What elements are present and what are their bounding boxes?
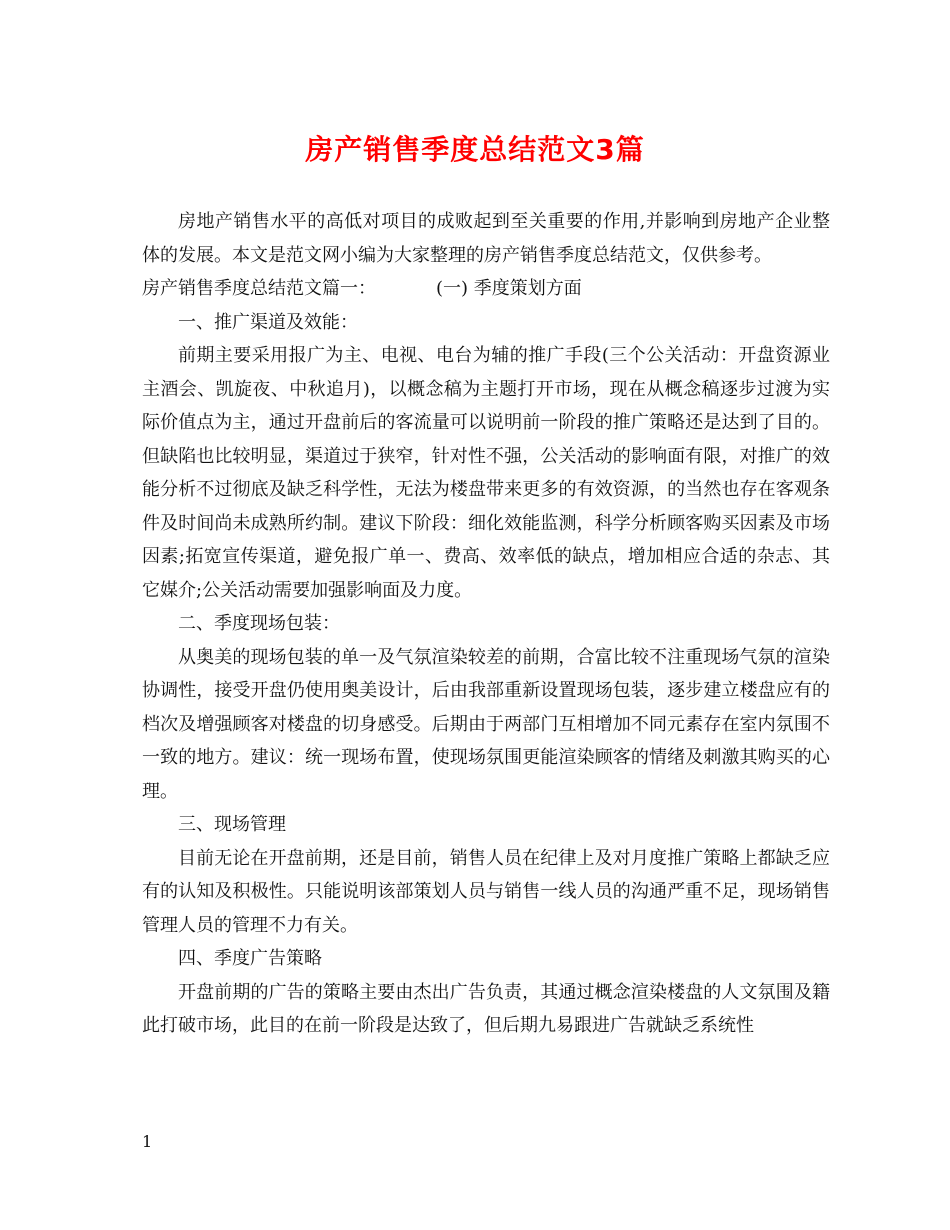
document-body: [142, 205, 830, 1043]
intro-paragraph: 房地产销售水平的高低对项目的成败起到至关重要的作用,并影响到房地产企业整体的发展。本文是范文网小编为大家整理的房产销售季度总结范文，仅供参考。: [142, 211, 830, 266]
section-line: [142, 272, 830, 306]
subsection-heading: (一) 季度策划方面: [436, 278, 582, 299]
document-title: 房产销售季度总结范文3篇: [305, 133, 645, 166]
paragraph-site-management: 目前无论在开盘前期，还是目前，销售人员在纪律上及对月度推广策略上都缺乏应有的认知及积极性。只能说明该部策划人员与销售一线人员的沟通严重不足，现场销售管理人员的管理不力有关。: [142, 847, 830, 936]
heading-ad-strategy: 四、季度广告策略: [178, 948, 322, 969]
heading-site-management: 三、现场管理: [178, 814, 286, 835]
heading-site-packaging: 二、季度现场包装：: [178, 613, 340, 634]
heading-promotion-channels: 一、推广渠道及效能：: [178, 311, 358, 333]
page-number: 1: [142, 1132, 153, 1151]
paragraph-site-packaging: 从奥美的现场包装的单一及气氛渲染较差的前期，合富比较不注重现场气氛的渲染协调性，接受开盘仍使用奥美设计，后由我部重新设置现场包装，逐步建立楼盘应有的档次及增强顾客对楼盘的切身感受。后期由于两部门互相增加不同元素存在室内氛围不一致的地方。建议：统一现场布置，使现场氛围更能渲染顾客的情绪及刺激其购买的心理。: [142, 646, 830, 802]
paragraph-ad-strategy: 开盘前期的广告的策略主要由杰出广告负责，其通过概念渲染楼盘的人文氛围及籍此打破市场，此目的在前一阶段是达致了，但后期九易跟进广告就缺乏系统性: [142, 981, 830, 1036]
paragraph-promotion: 前期主要采用报广为主、电视、电台为辅的推广手段(三个公关活动：开盘资源业主酒会、凯旋夜、中秋追月)，以概念稿为主题打开市场，现在从概念稿逐步过渡为实际价值点为主，通过开盘前后的客流量可以说明前一阶段的推广策略还是达到了目的。但缺陷也比较明显，渠道过于狭窄，针对性不强，公关活动的影响面有限，对推广的效能分析不过彻底及缺乏科学性，无法为楼盘带来更多的有效资源，的当然也存在客观条件及时间尚未成熟所约制。建议下阶段：细化效能监测，科学分析顾客购买因素及市场因素;拓宽宣传渠道，避免报广单一、费高、效率低的缺点，增加相应合适的杂志、其它媒介;公关活动需要加强影响面及力度。: [142, 345, 830, 601]
article-heading: 房产销售季度总结范文篇一：: [142, 278, 376, 299]
